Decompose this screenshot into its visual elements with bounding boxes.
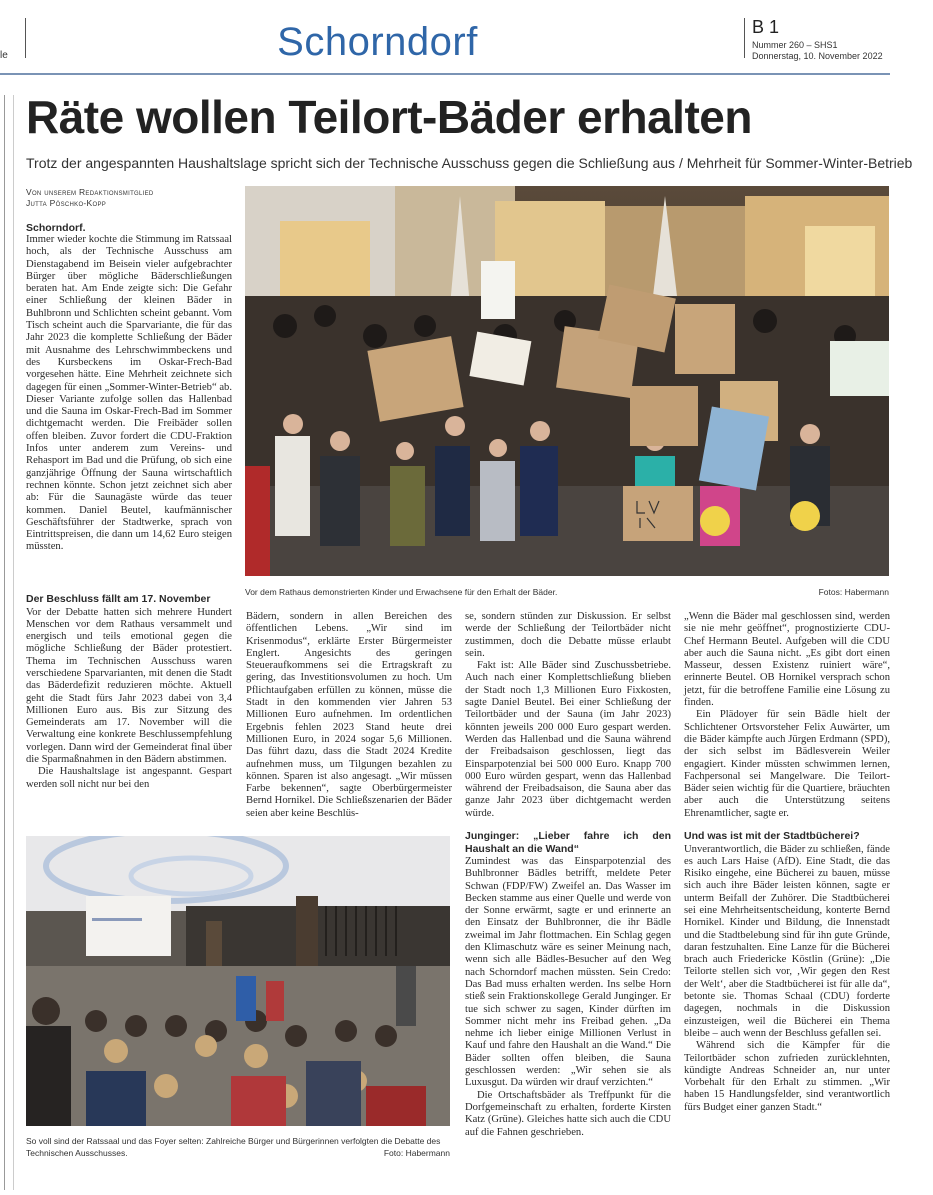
headline: Räte wollen Teilort-Bäder erhalten: [26, 91, 752, 143]
protest-photo: [245, 186, 889, 576]
subheadline: Trotz der angespannten Haushaltslage spricht sich der Technische Ausschuss gegen die Schließung aus / Mehrheit für Sommer-Winter-Betrieb: [26, 155, 913, 171]
issue-number: Nummer 260 – SHS1: [752, 40, 838, 50]
header-rule: [0, 73, 890, 75]
council-hall-photo: [26, 836, 450, 1126]
photo-credit: Fotos: Habermann: [818, 587, 889, 597]
paragraph: Fakt ist: Alle Bäder sind Zuschussbetriebe. Auch nach einer Komplettschließung blieben der Stadt noch 1,3 Millionen Euro Fixkosten, sagte Daniel Beutel. Bei einer Schließung der Teilortbäder und der Sauna (im Jahr 2023) könnten jeweils 200 000 Euro gespart werden. Werden das Hallenbad und die Sauna während der Freibadsaison geschlossen, liegt das Einsparpotenzial bei 500 000 Euro. Knapp 700 000 Euro würden gespart, wenn das Hallenbad während der Freibadsaison, die Sauna aber das ganze Jahr 2023 über dichtgemacht werden würde.: [465, 660, 671, 819]
previous-page-fragment: le: [0, 50, 8, 61]
section-title: Schorndorf: [277, 20, 478, 64]
article-column-1-lower: [26, 593, 232, 791]
caption-text: So voll sind der Ratssaal und das Foyer selten: Zahlreiche Bürger und Bürgerinnen verfolgten die Debatte des Technischen Ausschusses.: [26, 1136, 441, 1158]
article-column-3-lower: [465, 830, 671, 1139]
article-column-2: [246, 611, 452, 820]
article-column-4: [684, 611, 890, 820]
dateline: Schorndorf.: [26, 222, 86, 234]
paragraph: Die Haushaltslage ist angespannt. Gespart werden soll nicht nur bei den: [26, 766, 232, 790]
margin-rule: [13, 95, 14, 1190]
byline-author: Jutta Pöschko-Kopp: [26, 198, 107, 208]
subhead: Der Beschluss fällt am 17. November: [26, 593, 211, 605]
photo-caption: [245, 587, 889, 597]
council-hall-photo-image: [26, 836, 450, 1126]
paragraph: Während sich die Kämpfer für die Teilortbäder schon zufrieden zurücklehnten, kündigte Andreas Schneider an, nur unter Vorbehalt für den Erhalt zu stimmen. „Wir haben 15 Handlungsfelder, sind verantwortlich fürs Budget einer ganzen Stadt.“: [684, 1040, 890, 1113]
paragraph: Ein Plädoyer für sein Bädle hielt der Schlichtener Ortsvorsteher Felix Auwärter, um die Bäder kämpfte auch Jürgen Erdmann (SPD), der sich selbst im Bädlesverein Weiler engagiert. Kinder müssten schwimmen lernen, Fachpersonal sei Mangelware. Die Teilort-Bäder seien wichtig für die Quartiere, bräuchten aber auch die Unterstützung seitens Ehrenamtlicher, sagte er.: [684, 709, 890, 819]
paragraph: Immer wieder kochte die Stimmung im Ratssaal hoch, als der Technische Ausschuss am Dienstagabend im Beisein vieler aufgebrachter Bürger über mögliche Bäderschließungen beraten hat. Am Ende zeigte sich: Die Gefahr einer Schließung der kleinen Bäder in Buhlbronn und Schlichten scheint gebannt. Vom Tisch scheint auch die Sparvariante, die für das Jahr 2023 die komplette Schließung der Bäder mit Ausnahme des Lehrschwimmbeckens und des Kursbeckens im Oskar-Frech-Bad vorgesehen hätte. Eine Mehrheit zeichnete sich dagegen für einen „Sommer-Winter-Betrieb“ ab. Dieser Variante zufolge sollen das Hallenbad und die Sauna im Oskar-Frech-Bad im Sommer dichtgemacht werden. Die Freibäder sollen offen bleiben. Zuvor fordert die CDU-Fraktion Infos unter anderem zum Vereins- und Rehasport im Bad und die Prüfung, ob sich eine ganzjährige Öffnung der Sauna wirtschaftlich rechnen könnte. Schon jetzt zeichnet sich aber ab: Für die Saunagäste würde das teuer kommen. Daniel Beutel, kaufmännischer Geschäftsführer der Stadtwerke, sprach von Eintrittspreisen, die dann um 14,62 Euro steigen müssten.: [26, 234, 232, 553]
caption-text: Vor dem Rathaus demonstrierten Kinder und Erwachsene für den Erhalt der Bäder.: [245, 587, 558, 597]
article-column-3: [465, 611, 671, 820]
paragraph: Die Ortschaftsbäder als Treffpunkt für die Dorfgemeinschaft zu erhalten, forderte Kirsten Katz (Grüne). Gleiches hatte sich auch die CDU auf die Fahnen geschrieben.: [465, 1089, 671, 1138]
paragraph: „Wenn die Bäder mal geschlossen sind, werden sie nie mehr geöffnet“, prognostizierte CDU-Chef Hermann Beutel. Aufgeben will die CDU aber auch die Sauna nicht. „Es gibt dort einen Masseur, dessen Existenz ruiniert wäre“, erinnerte Beutel. OB Hornikel versprach schon jetzt, für die betroffene Familie eine Lösung zu finden.: [684, 611, 890, 709]
photo-credit: Foto: Habermann: [383, 1147, 450, 1158]
header-divider: [744, 18, 745, 58]
margin-rule: [4, 95, 5, 1190]
paragraph: Vor der Debatte hatten sich mehrere Hundert Menschen vor dem Rathaus versammelt und energisch und teils emotional gegen die mögliche Schließung der Bäder protestiert. Thema im Technischen Ausschuss waren verschiedene Sparvarianten, mit denen die Stadt das Bäderdefizit reduzieren möchte. Aktuell geht die Stadt fürs Jahr 2023 dabei von 3,4 Millionen Euro aus. Bis zur Sitzung des Gemeinderats am 17. November will die Verwaltung eine konkrete Beschlussempfehlung vorlegen. Dann wird der Gemeinderat final über die Sparmaßnahmen in den Bädern abstimmen.: [26, 606, 232, 766]
byline: [26, 187, 154, 209]
protest-photo-image: [245, 186, 889, 576]
page-number: B 1: [752, 17, 780, 37]
paragraph: Bädern, sondern in allen Bereichen des öffentlichen Lebens. „Wir sind im Krisenmodus“, erklärte Erster Bürgermeister Englert. Angesichts des geringen Steueraufkommens sei die Ertragskraft zu gering, das Investitionsvolumen zu hoch. Um Pflichtaufgaben erfüllen zu können, müsse die Stadt in den kommenden vier Jahren 53 Millionen Euro aufnehmen. Im ordentlichen Ergebnis fehlen 2023 Stand heute drei Millionen Euro, in 2024 sogar 5,6 Millionen. Das führt dazu, dass die Stadt 2024 Kredite aufnehmen muss, um Tilgungen bezahlen zu können. Sparen ist also angesagt. „Wir müssen Farbe bekennen“, sagte Oberbürgermeister Bernd Hornikel. Die Schließszenarien der Bäder seien aber keine Beschlüs-: [246, 611, 452, 819]
paragraph: se, sondern stünden zur Diskussion. Er selbst werde der Schließung der Teilortbäder nicht zustimmen, doch die Debatte müsse erlaubt sein.: [465, 611, 671, 659]
article-column-4-lower: [684, 830, 890, 1114]
paragraph: Zumindest was das Einsparpotenzial des Buhlbronner Bädles betrifft, meldete Peter Schwan (FDP/FW) Zweifel an. Das Wasser im Becken stamme aus einer Quelle und werde von der Sonne erwärmt, sagte er und erinnerte an den Einsatz der Buhlbronner, die ihr Bädle zweimal im Jahr flottmachen. Ein Schlag gegen den Klimaschutz wäre es seiner Meinung nach, wenn sich alle Bädles-Besucher auf den Weg nach Schorndorf machen müssten. Sein Credo: Das Bad muss erhalten werden. Ins selbe Horn stieß sein Fraktionskollege Gerald Junginger. Er tue sich schwer zu sagen, Kinder dürften im Sommer nicht mehr ins Freibad gehen. „Da nehme ich lieber einige Millionen Verlust in Kauf und fahre den Haushalt an die Wand.“ Die Bäder sollten offen bleiben, die Sauna geschlossen werden: „Wir sehen sie als Luxusgut. Da würden wir drauf verzichten.“: [465, 856, 671, 1089]
subhead: Junginger: „Lieber fahre ich den Haushalt an die Wand“: [465, 830, 671, 855]
paragraph: Unverantwortlich, die Bäder zu schließen, fände es auch Lars Haise (AfD). Eine Stadt, die das Risiko eingehe, eine Bücherei zu bauen, müsse sich auch ihre Bäder leisten können, sagte er unterm Beifall der Zuhörer. Die Stadtbücherei sei eine Mehrheitsentscheidung, konterte Bernd Hornikel. Kinder und Bildung, die Innenstadt und die Stadtbelebung sind für ihn gute Gründe, daran festzuhalten. Eine Lanze für die Bücherei brach auch Friedericke Köstlin (Grüne): „Die Teilorte stellen sich vor, ‚Wir gegen den Rest der Welt‘, aber die Stadtbücherei ist für alle da“, betonte sie. Thomas Schaal (CDU) forderte dagegen, nochmals in die Diskussion einzusteigen, weil die Bücherei ein Thema bleibe – auch wenn der Beschluss gefallen sei.: [684, 843, 890, 1039]
article-column-1: [26, 234, 232, 554]
byline-role: Von unserem Redaktionsmitglied: [26, 187, 154, 197]
subhead: Und was ist mit der Stadtbücherei?: [684, 830, 860, 842]
issue-date: Donnerstag, 10. November 2022: [752, 51, 883, 61]
photo-caption: [26, 1136, 450, 1159]
